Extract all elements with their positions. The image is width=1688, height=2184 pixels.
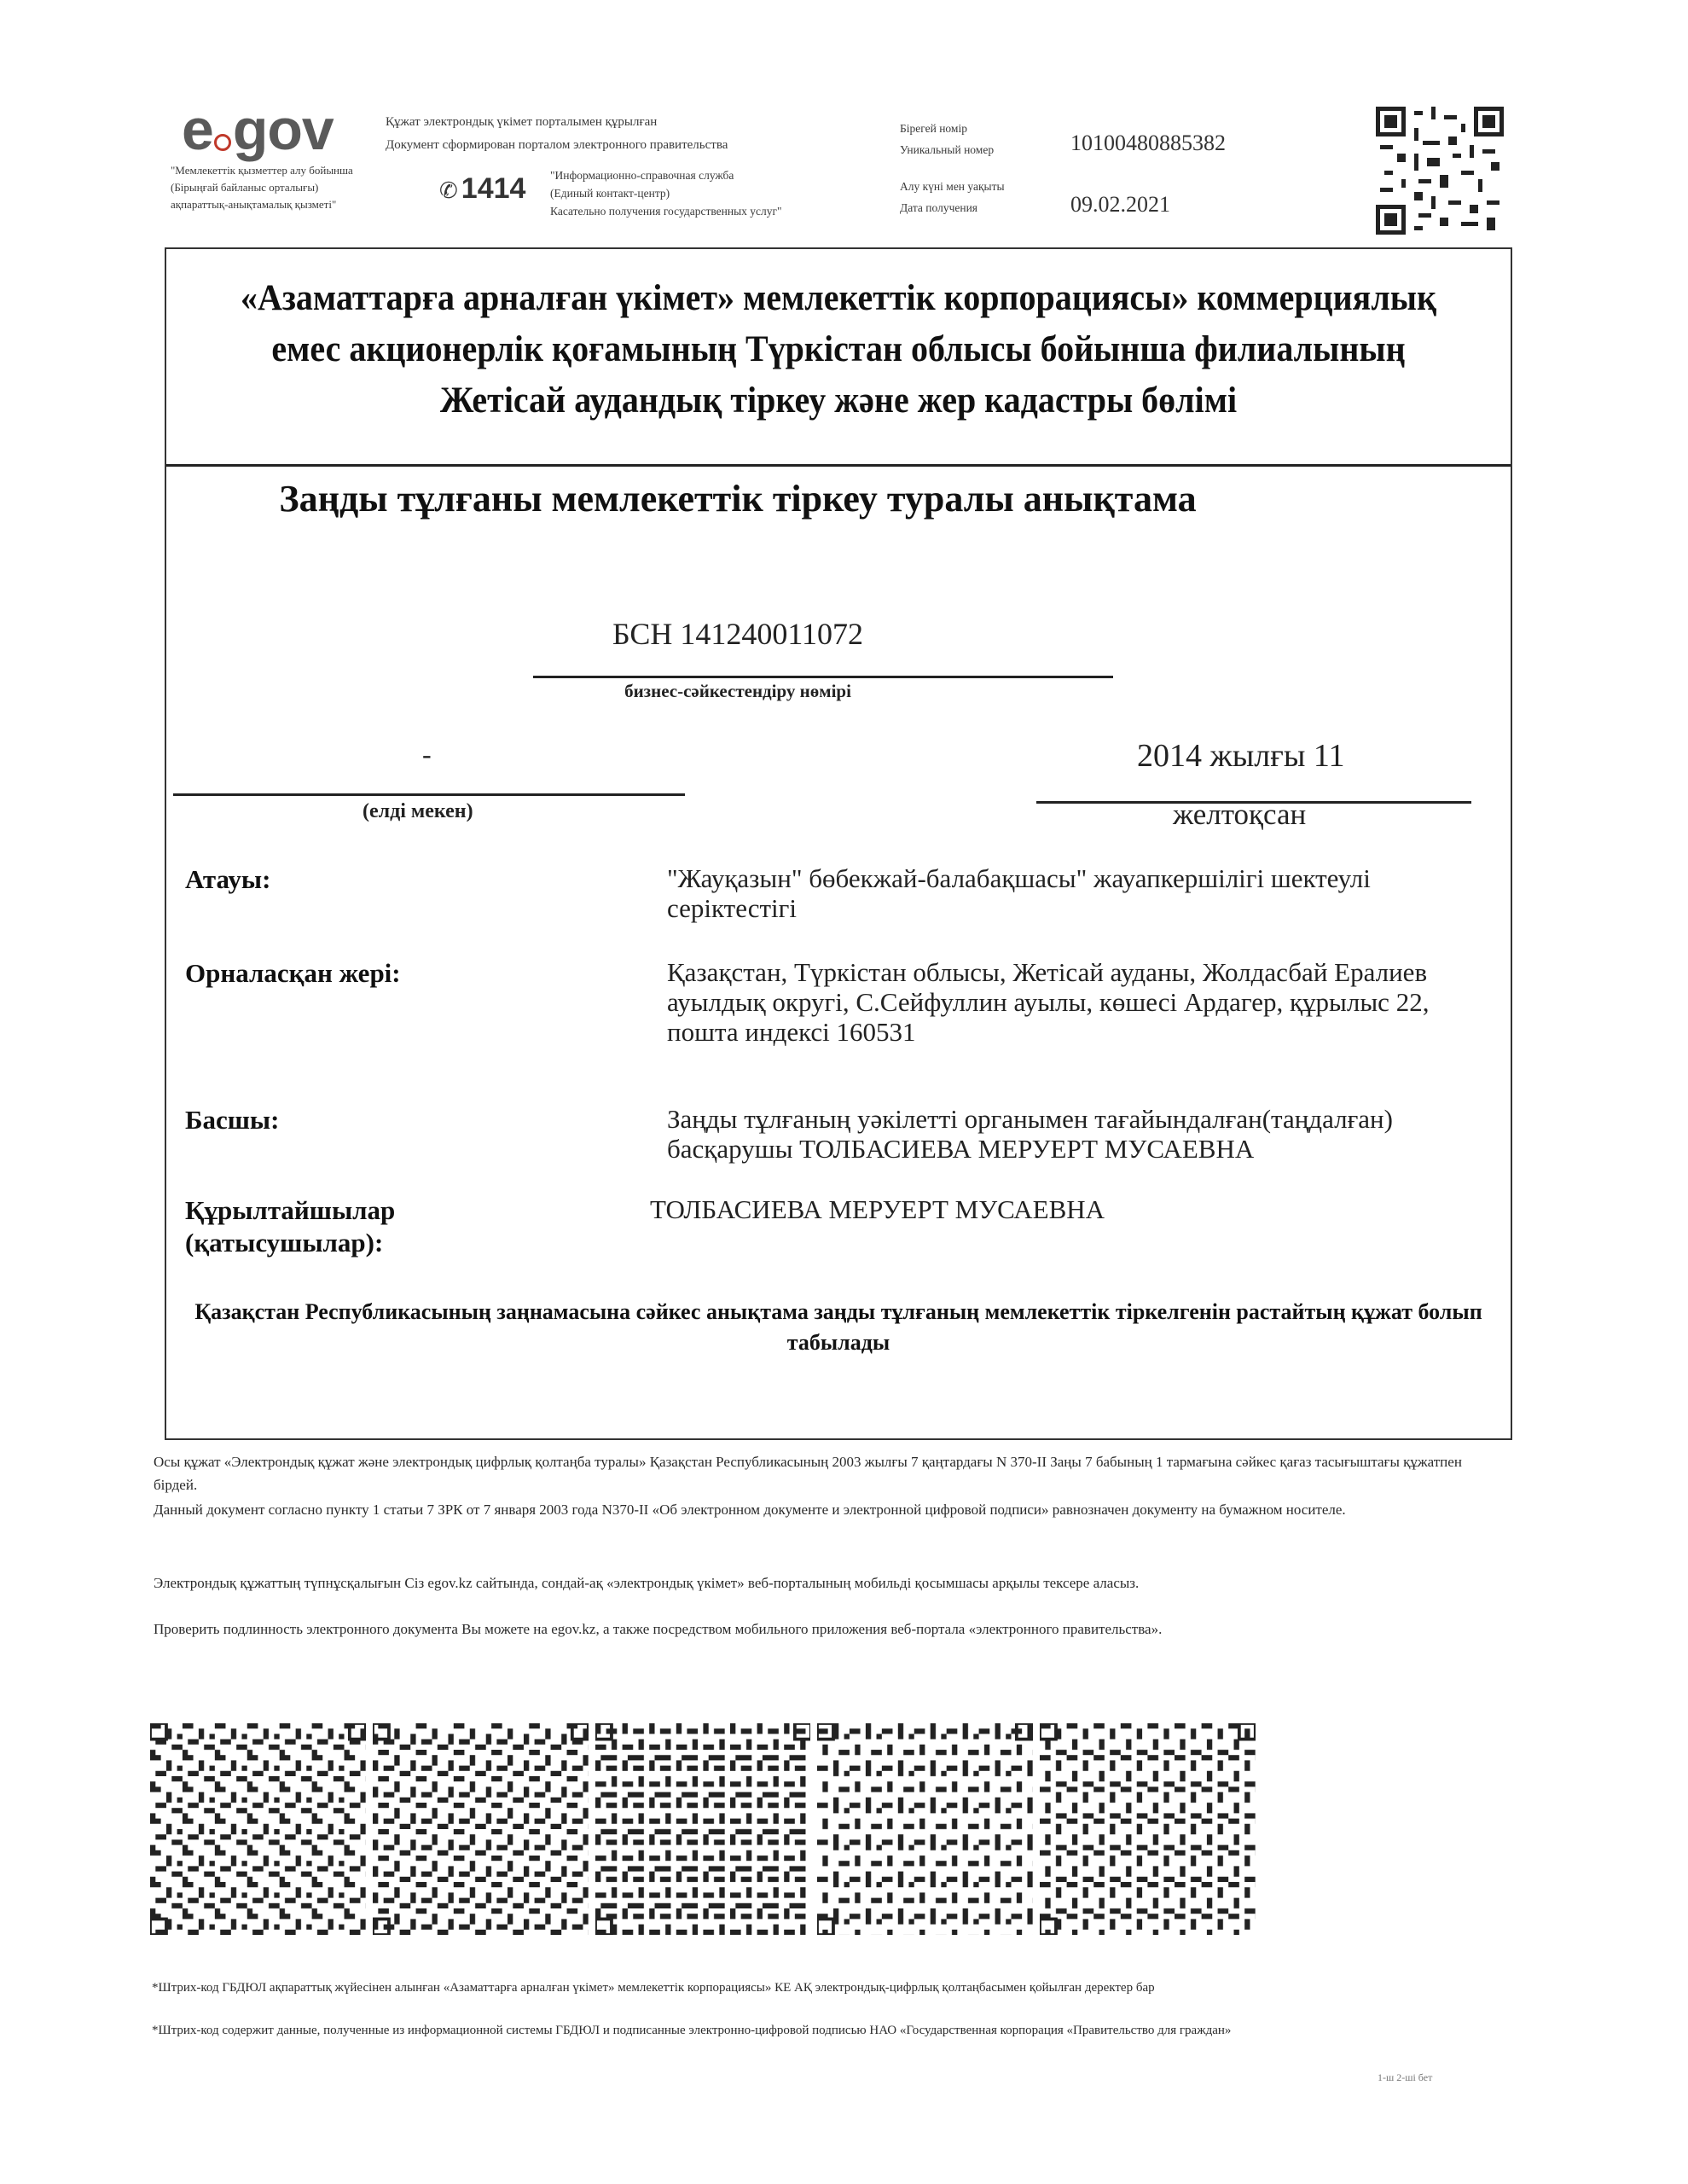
divider (533, 676, 1113, 678)
date-label-ru: Дата получения (900, 201, 978, 214)
egov-logo (182, 97, 334, 162)
field-label: Басшы: (185, 1105, 280, 1135)
field-value: Қазақстан, Түркістан облысы, Жетісай ауданы, Жолдасбай Ералиев ауылдық округі, С.Сейфуллин ауылы, көшесі Ардагер, құрылыс 22, пошта индексі 160531 (667, 957, 1430, 1047)
unique-number: 10100480885382 (1070, 131, 1226, 155)
footnote-kz: *Штрих-код ГБДЮЛ ақпараттық жүйесінен алынған «Азаматтарға арналған үкімет» мемлекеттік корпорациясы» КЕ АҚ электрондық-цифрлық қолтаңбасымен қойылған деректер бар (152, 1981, 1155, 1995)
date-received: 09.02.2021 (1070, 192, 1170, 217)
barcode-icon (595, 1723, 811, 1935)
phone-icon: ✆ (439, 177, 458, 203)
meta-values (1070, 126, 1226, 249)
unique-number-label-ru: Уникальный номер (900, 143, 995, 156)
registration-date: 2014 жылғы 11 (1137, 738, 1345, 774)
verify-ru: Проверить подлинность электронного документа Вы можете на egov.kz, а также посредством мобильного приложения веб-портала «электронного правительства». (154, 1621, 1163, 1637)
portal-caption (386, 111, 728, 157)
contact-phone (439, 172, 525, 206)
service-kz-line: (Бірыңғай байланыс орталығы) (171, 181, 319, 194)
logo-gov: gov (232, 97, 334, 162)
service-caption-ru (550, 166, 874, 220)
barcode-icon (1040, 1723, 1256, 1935)
document-title: Заңды тұлғаны мемлекеттік тіркеу туралы анықтама (279, 478, 1197, 520)
footnote-ru: *Штрих-код содержит данные, полученные из информационной системы ГБДЮЛ и подписанные электронно-цифровой подписью НАО «Государственная корпорация «Правительство для граждан» (152, 2024, 1232, 2037)
portal-caption-ru: Документ сформирован порталом электронного правительства (386, 138, 728, 152)
field-label: Құрылтайшылар (қатысушылар): (185, 1195, 396, 1258)
service-ru-line: (Единый контакт-центр) (550, 187, 670, 200)
egov-mark-icon (214, 134, 231, 151)
service-caption-kz (171, 162, 444, 213)
field-value: Заңды тұлғаның уәкілетті органымен тағайындалған(таңдалған) басқарушы ТОЛБАСИЕВА МЕРУЕРТ МУСАЕВНА (667, 1104, 1393, 1164)
divider (173, 793, 685, 796)
service-kz-line: "Мемлекеттік қызметтер алу бойынша (171, 164, 353, 177)
notice-ru: Данный документ согласно пункту 1 статьи 7 ЗРК от 7 января 2003 года N370-II «Об электронном документе и электронной цифровой подписи» равнозначен документу на бумажном носителе. (154, 1502, 1346, 1518)
registration-month: желтоқсан (1173, 798, 1307, 831)
certificate-frame (165, 247, 1512, 1440)
field-value: ТОЛБАСИЕВА МЕРУЕРТ МУСАЕВНА (650, 1194, 1105, 1224)
settlement-caption: (елді мекен) (363, 800, 473, 822)
portal-caption-kz: Құжат электрондық үкімет порталымен құрылған (386, 115, 658, 129)
field-label: Атауы: (185, 864, 271, 894)
meta-labels (900, 118, 1005, 218)
service-ru-line: "Информационно-справочная служба (550, 169, 734, 182)
phone-number: 1414 (461, 172, 526, 205)
settlement-value: - (422, 739, 432, 770)
divider (166, 464, 1511, 467)
field-value: "Жауқазын" бөбекжай-балабақшасы" жауапкершілігі шектеулі серіктестігі (667, 863, 1371, 923)
notice-kz: Осы құжат «Электрондық құжат және электрондық цифрлық қолтаңба туралы» Қазақстан Республикасының 2003 жылғы 7 қаңтардағы N 370-II Заңы 7 бабының 1 тармағына сәйкес қағаз тасығыштағы құжатпен бірдей. (154, 1454, 1462, 1493)
barcode-icon (817, 1723, 1033, 1935)
barcode-icon (150, 1723, 366, 1935)
field-label: Орналасқан жері: (185, 958, 401, 988)
verify-kz: Электрондық құжаттың түпнұсқалығын Сіз egov.kz сайтында, сондай-ақ «электрондық үкімет» веб-порталының мобильді қосымшасы арқылы тексере аласыз. (154, 1575, 1140, 1591)
egov-header (0, 0, 1688, 247)
date-label-kz: Алу күні мен уақыты (900, 180, 1005, 193)
barcode-strip (150, 1723, 1256, 1935)
barcode-icon (373, 1723, 589, 1935)
unique-number-label-kz: Бірегей номір (900, 122, 967, 135)
logo-e: e (182, 97, 213, 162)
qr-code-icon (1376, 107, 1504, 235)
bin-caption: бизнес-сәйкестендіру нөмірі (624, 681, 851, 701)
service-ru-line: Касательно получения государственных услуг" (550, 205, 782, 218)
bin-number: БСН 141240011072 (612, 617, 864, 651)
issuing-organization: «Азаматтарға арналған үкімет» мемлекеттік корпорациясы» коммерциялық емес акционерлік қоғамының Түркістан облысы бойынша филиалының Жетісай аудандық тіркеу және жер кадастры бөлімі (240, 278, 1437, 421)
legal-note: Қазақстан Республикасының заңнамасына сәйкес анықтама заңды тұлғаның мемлекеттік тіркелгенін растайтың құжат болып табылады (194, 1299, 1482, 1355)
service-kz-line: ақпараттық-анықтамалық қызметі" (171, 198, 337, 211)
page-number: 1-ш 2-ші бет (1378, 2071, 1433, 2083)
